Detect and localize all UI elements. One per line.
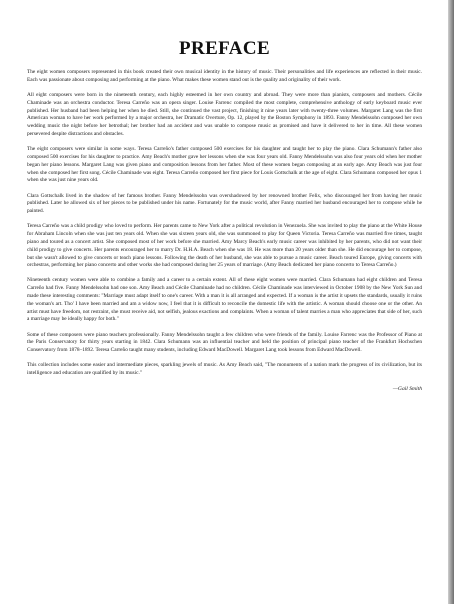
paragraph-similarities: The eight composers were similar in some ways. Teresa Carreño's father composed 500 exercises for his daughter and taught her to play the piano. Clara Schumann's father also composed 500 exercises for his daughter to practice. Amy Beach's mother gave her lessons when she was four years old. Fanny Mendelssohn was also four years old when her mother began her piano lessons. Margaret Lang was given piano and composition lessons from her father. Most of these women began composing at an early age. Amy Beach was just four when she composed her first song. Cécile Chaminade was eight. Teresa Carreño composed her first piece for Louis Gottschalk at the age of eight. Clara Schumann composed her opus 1 when she was just nine years old. [27, 146, 422, 184]
paragraph-piano-teachers: Some of these composers were piano teachers professionally. Fanny Mendelssohn taught a few children who were friends of the family. Louise Farrenc was the Professor of Piano at the Paris Conservatory for thirty years starting in 1842. Clara Schumann was an influential teacher and held the position of principal piano teacher of the Frankfurt Hochschen Conservatory from 1878–1892. Teresa Carreño taught many students, including Edward MacDowell. Margaret Lang took lessons from Edward MacDowell. [27, 331, 422, 354]
paragraph-collection: This collection includes some easier and intermediate pieces, sparkling jewels of music. As Amy Beach said, "The monuments of a nation mark the progress of its civilization, but its intelligence and education are qualified by its music." [27, 362, 422, 377]
paragraph-family-and-career: Nineteenth century women were able to combine a family and a career to a certain extent. All of these eight women were married. Clara Schumann had eight children and Teresa Carreño had five. Fanny Mendelssohn had one son. Amy Beach and Cécile Chaminade had no children. Cécile Chaminade was interviewed in October 1908 by the New York Sun and made these interesting comments: "Marriage must adapt itself to one's career. With a man it is all arranged and expected. If a woman is the artist it upsets the standards, usually it ruins the woman's art. Tho' I have been married and am a widow now, I feel that it is difficult to reconcile the domestic life with the artistic. A woman should choose one or the other. An artist must have freedom, not restraint, she must receive aid, not selfish, jealous exactions and complaints. When a woman of talent marries a man who appreciates that side of her, such a marriage may be ideally happy for both." [27, 277, 422, 323]
page-edge-shadow [448, 0, 454, 604]
signature: — Gail Smith [27, 386, 422, 392]
paragraph-born-19th-century: All eight composers were born in the nineteenth century, each highly esteemed in her own country and abroad. They were more than pianists, composers and mothers. Cécile Chaminade was an orchestra conductor. Teresa Carreño was an opera singer. Louise Farrenc compiled the most complete, comprehensive anthology of early keyboard music ever published. Her husband had been helping her when he died. Still, she continued the vast project, finishing it nine years later with twenty-three volumes. Margaret Lang was the first American woman to have her work performed by a major orchestra, her Dramatic Overture, Op. 12, played by the Boston Symphony in 1893. Fanny Mendelssohn composed her own wedding music the night before her betrothal; her brother had an accident and was unable to compose music as promised and have it delivered to her in time. All these women persevered despite distractions and obstacles. [27, 91, 422, 137]
paragraph-shadow-of-brothers: Clara Gottschalk lived in the shadow of her famous brother. Fanny Mendelssohn was overshadowed by her renowned brother Felix, who discouraged her from having her music published. Later he allowed six of her pieces to be published under his name. Fortunately for the music world, after Fanny married her husband encouraged her to compose while he painted. [27, 192, 422, 215]
page-title: PREFACE [178, 38, 271, 59]
paragraph-child-prodigy: Teresa Carreño was a child prodigy who loved to perform. Her parents came to New York after a political revolution in Venezuela. She was invited to play the piano at the White House for Abraham Lincoln when she was just ten years old. When she was sixteen years old, she was summoned to play for Queen Victoria. Teresa Carreño was married five times, taught piano and toured as a concert artist. She composed most of her work before she married. Amy Marcy Beach's early music career was inhibited by her parents, who did not want their child prodigy to give concerts. Her parents encouraged her to marry Dr. H.H.A. Beach when she was 18. He was more than 20 years older than she. He did encourage her to compose, but she wasn't allowed to give concerts or teach piano lessons. Following the death of her husband, she was able to pursue a music career. Beach toured Europe, giving concerts with orchestras, performing her piano concerto and other works she had composed during her 25 years of marriage. (Amy Beach dedicated her piano concerto to Teresa Carreño.) [27, 223, 422, 269]
paragraph-intro: The eight women composers represented in this book created their own musical identity in the history of music. Their personalities and life experiences are reflected in their music. Each was passionate about composing and performing at the piano. What makes these women stand out is the quality and originality of their work. [27, 69, 422, 83]
